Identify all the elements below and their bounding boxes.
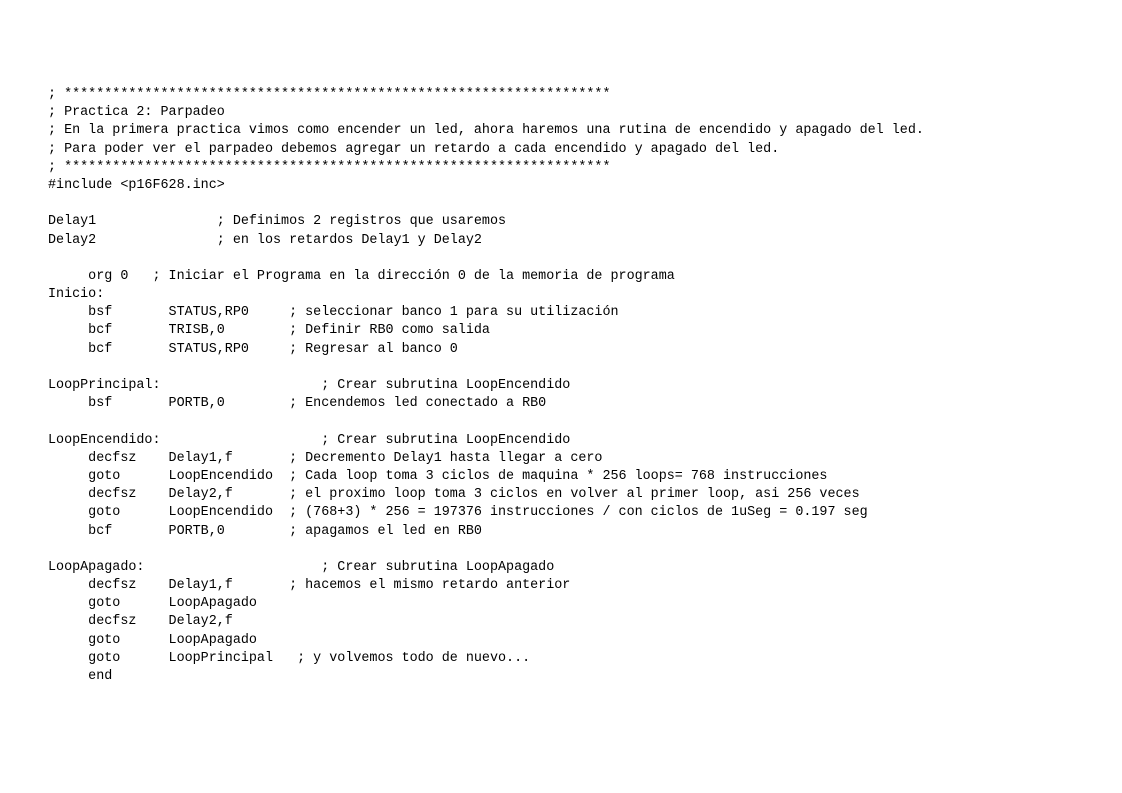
code-line: bcf TRISB,0 ; Definir RB0 como salida xyxy=(48,323,490,339)
comment-line: ; ******************************************************************** xyxy=(48,87,611,102)
code-line: bsf PORTB,0 ; Encendemos led conectado a RB0 xyxy=(48,396,547,412)
code-line: Delay2 ; en los retardos Delay1 y Delay2 xyxy=(48,232,482,248)
code-line: bsf STATUS,RP0 ; seleccionar banco 1 para su utilización xyxy=(48,305,619,321)
code-line: goto LoopPrincipal ; y volvemos todo de nuevo... xyxy=(48,650,531,666)
code-line: goto LoopEncendido ; (768+3) * 256 = 197376 instrucciones / con ciclos de 1uSeg = 0.197 seg xyxy=(48,505,868,521)
code-line: decfsz Delay2,f xyxy=(48,614,233,630)
blank-line xyxy=(48,195,1108,213)
code-line: goto LoopApagado xyxy=(48,596,257,612)
blank-line xyxy=(48,413,1108,431)
code-line: decfsz Delay1,f ; Decremento Delay1 hasta llegar a cero xyxy=(48,450,603,466)
label-line: LoopPrincipal: ; Crear subrutina LoopEncendido xyxy=(48,378,571,393)
comment-line: ; En la primera practica vimos como encender un led, ahora haremos una rutina de encendido y apagado del led. xyxy=(48,123,924,139)
comment-line: ; Para poder ver el parpadeo debemos agregar un retardo a cada encendido y apagado del led. xyxy=(48,141,780,157)
code-line: goto LoopEncendido ; Cada loop toma 3 ciclos de maquina * 256 loops= 768 instrucciones xyxy=(48,468,828,484)
code-line: bcf STATUS,RP0 ; Regresar al banco 0 xyxy=(48,341,458,357)
code-line: decfsz Delay2,f ; el proximo loop toma 3 ciclos en volver al primer loop, asi 256 veces xyxy=(48,487,860,503)
code-line: org 0 ; Iniciar el Programa en la dirección 0 de la memoria de programa xyxy=(48,268,675,284)
label-line: LoopEncendido: ; Crear subrutina LoopEncendido xyxy=(48,432,571,448)
code-line: end xyxy=(48,669,113,684)
assembly-code-listing xyxy=(48,86,1108,686)
blank-line xyxy=(48,541,1108,559)
code-line: goto LoopApagado xyxy=(48,632,257,648)
comment-line: ; Practica 2: Parpadeo xyxy=(48,105,225,121)
code-line: bcf PORTB,0 ; apagamos el led en RB0 xyxy=(48,523,482,539)
code-line: Delay1 ; Definimos 2 registros que usaremos xyxy=(48,214,507,230)
label-line: LoopApagado: ; Crear subrutina LoopApagado xyxy=(48,559,555,575)
label-line: Inicio: xyxy=(48,287,105,303)
include-line: #include <p16F628.inc> xyxy=(48,177,225,193)
comment-line: ; ******************************************************************** xyxy=(48,159,611,175)
code-line: decfsz Delay1,f ; hacemos el mismo retardo anterior xyxy=(48,578,571,594)
blank-line xyxy=(48,250,1108,268)
blank-line xyxy=(48,359,1108,377)
